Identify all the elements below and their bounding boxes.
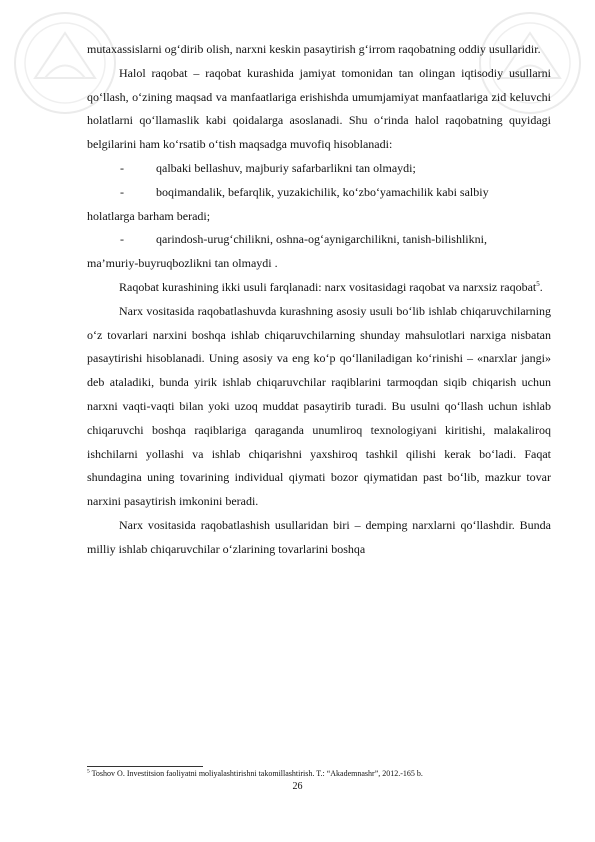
list-dash: - <box>120 160 124 175</box>
footnote <box>87 769 551 779</box>
list-dash: - <box>120 232 124 247</box>
list-item-continuation: holatlarga barham beradi; <box>87 208 211 223</box>
page-number: 26 <box>292 781 303 792</box>
paragraph-text-end: . <box>539 279 543 294</box>
paragraph-text: Raqobat kurashining ikki usuli farqlanadi: narx vositasidagi raqobat va narxsiz raqobat <box>119 279 537 294</box>
paragraph-narx-vositasida: Narx vositasida raqobatlashuvda kurashning asosiy usuli bo‘lib ishlab chiqaruvchilarning o‘z tovarlari narxini boshqa ishlab chiqaruvchilarning shunday mahsulotlari narxiga nisbatan pasaytirishi hisoblanadi. Uning asosiy va eng ko‘p qo‘llaniladigan ko‘rinishi – «narxlar jangi» deb ataladiki, bunda yirik ishlab chiqaruvchilar raqiblarini tarmoqdan siqib chiqarish uchun narxni vaqti-vaqti bilan yoki uzoq muddat pasaytirib turadi. Bu usulni qo‘llash uchun ishlab chiqaruvchi boshqa raqiblariga qaraganda unumliroq texnologiyani kiritishi, malakaliroq ishchilarni yollashi va ishlab chiqarishni yaxshiroq tashkil qilishi kerak bo‘ladi. Faqat shundagina uning tovarining individual qiymati bozor qiymatidan past bo‘lib, mazkur tovar narxini pasaytirish imkonini beradi. <box>87 303 551 509</box>
paragraph-demping: Narx vositasida raqobatlashish usullaridan biri – demping narxlarni qo‘llashdir. Bunda milliy ishlab chiqaruvchilar o‘zlarining tovarlarini boshqa <box>87 517 551 556</box>
page-body <box>87 38 551 562</box>
paragraph-halol-raqobat: Halol raqobat – raqobat kurashida jamiyat tomonidan tan olingan iqtisodiy usullarni qo‘llash, o‘zining maqsad va manfaatlariga erishishda umumjamiyat manfaatlariga zid keluvchi holatlarni qo‘llamaslik kabi qoidalarga asoslanadi. Shu o‘rinda halol raqobatning quyidagi belgilarini ham ko‘rsatib o‘tish maqsadga muvofiq hisoblanadi: <box>87 65 551 152</box>
list-item-text: qarindosh-urug‘chilikni, oshna-og‘aynigarchilikni, tanish-bilishlikni, <box>156 232 487 247</box>
footnote-reference[interactable]: 5 <box>536 279 540 288</box>
footnote-text: Toshov O. Investitsion faoliyatni moliyalashtirishni takomillashtirish. T.: “Akademnashr”, 2012.-165 b. <box>89 769 423 778</box>
footnote-separator <box>87 766 203 767</box>
paragraph-continuation: mutaxassislarni og‘dirib olish, narxni keskin pasaytirish g‘irrom raqobatning oddiy usullaridir. <box>87 42 541 56</box>
list-item <box>87 157 551 181</box>
paragraph-raqobat-usullari <box>87 276 551 300</box>
list-item <box>87 228 551 276</box>
footnote-number: 5 <box>87 768 90 775</box>
list-item-text: qalbaki bellashuv, majburiy safarbarlikni tan olmaydi; <box>156 160 416 175</box>
list-item-continuation: ma’muriy-buyruqbozlikni tan olmaydi . <box>87 256 278 271</box>
list-dash: - <box>120 184 124 199</box>
list-item-text: boqimandalik, befarqlik, yuzakichilik, ko‘zbo‘yamachilik kabi salbiy <box>156 184 489 199</box>
list-item <box>87 181 551 229</box>
